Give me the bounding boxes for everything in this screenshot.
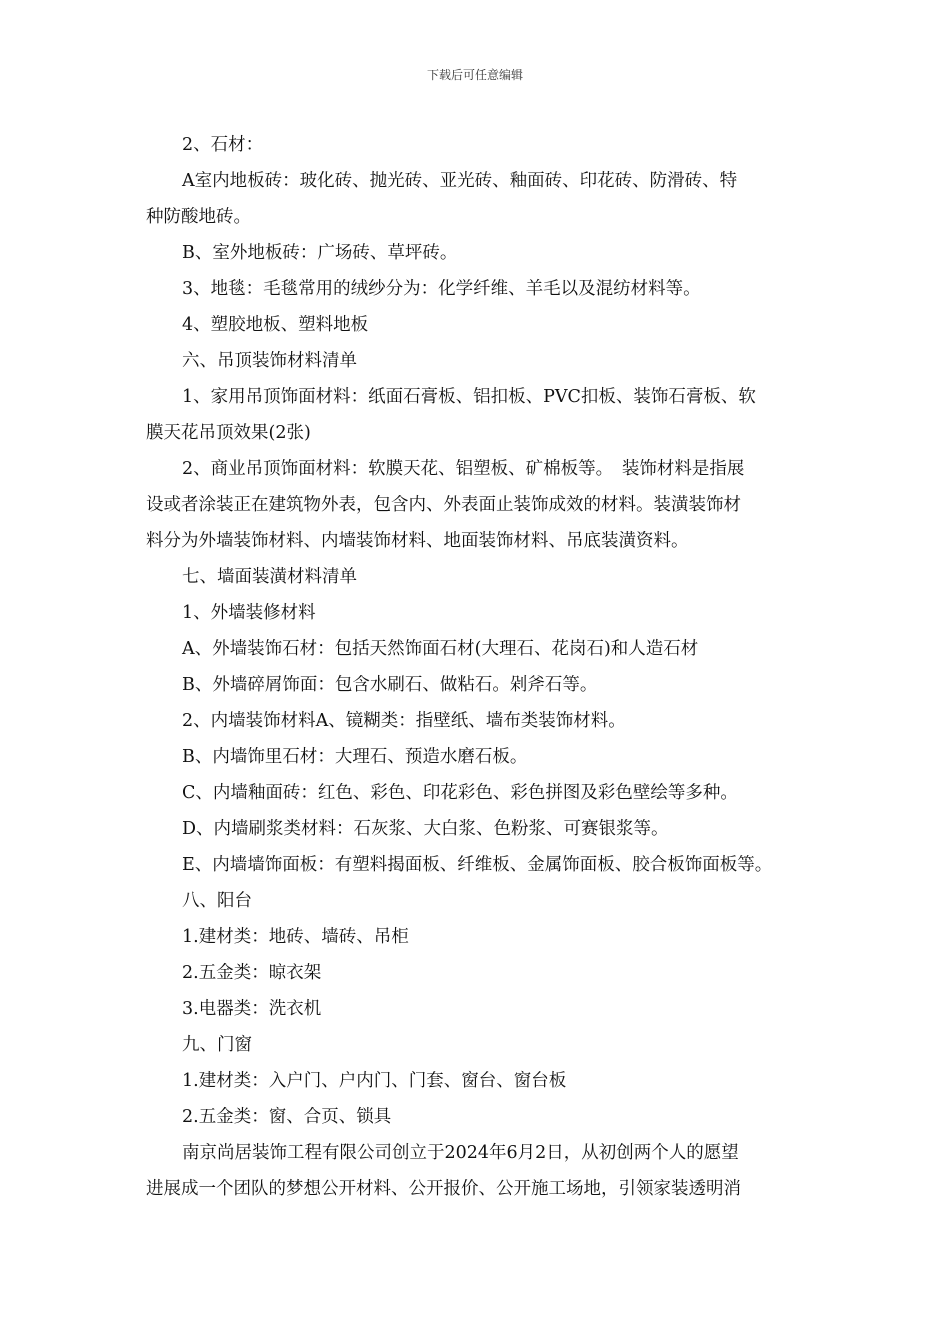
text-line: 设或者涂装正在建筑物外表，包含内、外表面止装饰成效的材料。装潢装饰材 [146,495,741,515]
text-line: B、室外地板砖：广场砖、草坪砖。 [182,243,458,263]
text-line: A室内地板砖：玻化砖、抛光砖、亚光砖、釉面砖、印花砖、防滑砖、特 [182,171,738,191]
text-line: 南京尚居装饰工程有限公司创立于2024年6月2日，从初创两个人的愿望 [182,1143,739,1163]
text-line: D、内墙刷浆类材料：石灰浆、大白浆、色粉浆、可赛银浆等。 [182,819,669,839]
text-line: 2.五金类：窗、合页、锁具 [182,1107,392,1127]
text-line: 1.建材类：入户门、户内门、门套、窗台、窗台板 [182,1071,567,1091]
text-line: 料分为外墙装饰材料、内墙装饰材料、地面装饰材料、吊底装潢资料。 [146,531,689,551]
text-line: 膜天花吊顶效果(2张) [146,423,311,443]
text-line: 2、内墙装饰材料A、镜糊类：指壁纸、墙布类装饰材料。 [182,711,626,731]
document-body [146,127,818,1207]
text-line: 种防酸地砖。 [146,207,251,227]
text-line: 进展成一个团队的梦想公开材料、公开报价、公开施工场地，引领家装透明消 [146,1179,741,1199]
page-header: 下载后可任意编辑 [426,68,523,82]
text-line: 六、吊顶装饰材料清单 [182,351,357,371]
text-line: 2.五金类：晾衣架 [182,963,322,983]
text-line: A、外墙装饰石材：包括天然饰面石材(大理石、花岗石)和人造石材 [182,639,699,659]
text-line: 九、门窗 [182,1035,252,1055]
text-line: E、内墙墙饰面板：有塑料揭面板、纤维板、金属饰面板、胶合板饰面板等。 [182,855,773,875]
text-line: 3.电器类：洗衣机 [182,999,322,1019]
text-line: 2、石材： [182,135,264,155]
text-line: B、外墙碎屑饰面：包含水刷石、做粘石。剁斧石等。 [182,675,598,695]
text-line: 1、外墙装修材料 [182,603,316,623]
text-line: 2、商业吊顶饰面材料：软膜天花、铝塑板、矿棉板等。 装饰材料是指展 [182,459,745,479]
text-line: B、内墙饰里石材：大理石、预造水磨石板。 [182,747,528,767]
text-line: 4、塑胶地板、塑料地板 [182,315,369,335]
text-line: C、内墙釉面砖：红色、彩色、印花彩色、彩色拼图及彩色壁绘等多种。 [182,783,738,803]
text-line: 1、家用吊顶饰面材料：纸面石膏板、铝扣板、PVC扣板、装饰石膏板、软 [182,387,756,407]
text-line: 1.建材类：地砖、墙砖、吊柜 [182,927,409,947]
text-line: 七、墙面装潢材料清单 [182,567,357,587]
text-line: 八、阳台 [182,891,252,911]
text-line: 3、地毯：毛毯常用的绒纱分为：化学纤维、羊毛以及混纺材料等。 [182,279,701,299]
